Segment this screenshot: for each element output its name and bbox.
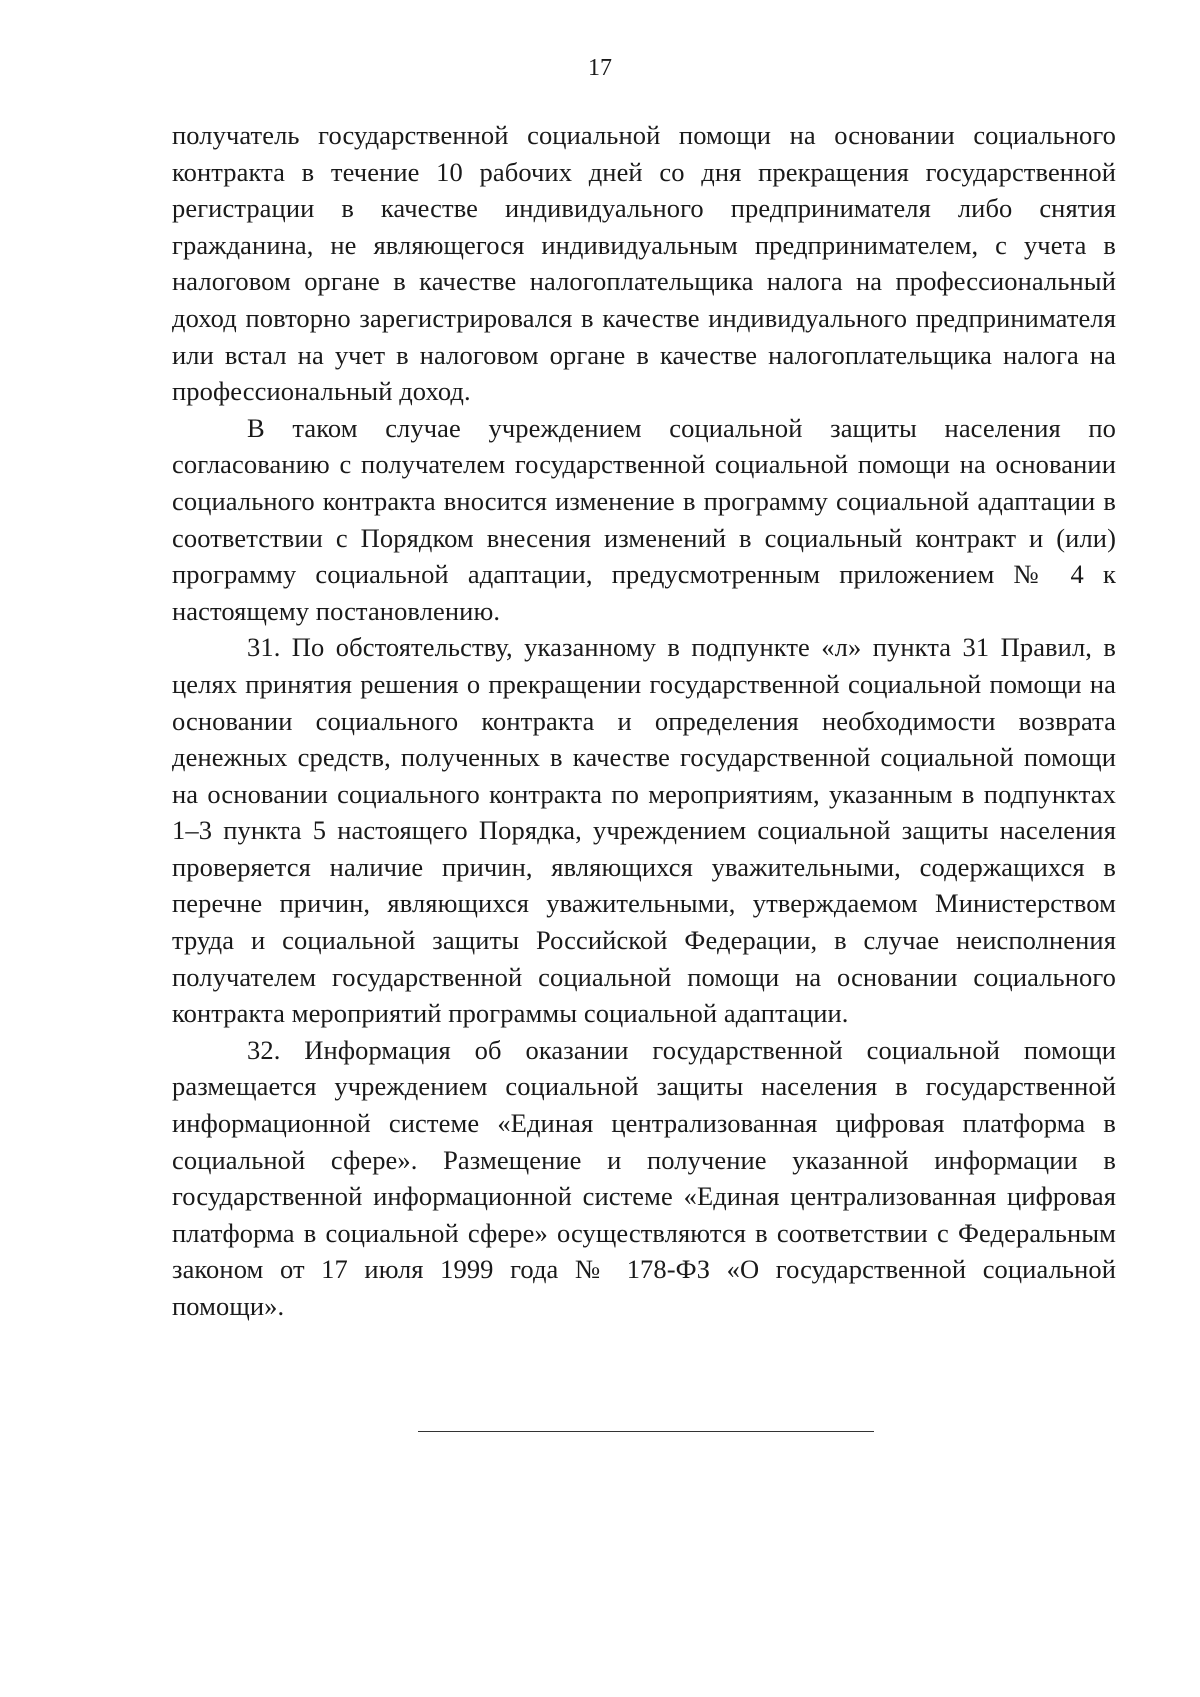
- paragraph-item-31: 31. По обстоятельству, указанному в подпункте «л» пункта 31 Правил, в целях принятия решения о прекращении государственной социальной помощи на основании социального контракта и определения необходимости возврата денежных средств, полученных в качестве государственной социальной помощи на основании социального контракта по мероприятиям, указанным в подпунктах 1–3 пункта 5 настоящего Порядка, учреждением социальной защиты населения проверяется наличие причин, являющихся уважительными, содержащихся в перечне причин, являющихся уважительными, утверждаемом Министерством труда и социальной защиты Российской Федерации, в случае неисполнения получателем государственной социальной помощи на основании социального контракта мероприятий программы социальной адаптации.: [172, 632, 1116, 1029]
- paragraph-program-change: В таком случае учреждением социальной защиты населения по согласованию с получателем государственной социальной помощи на основании социального контракта вносится изменение в программу социальной адаптации в соответствии с Порядком внесения изменений в социальный контракт и (или) программу социальной адаптации, предусмотренным приложением № 4 к настоящему постановлению.: [172, 412, 1116, 626]
- paragraph-continuation: получатель государственной социальной помощи на основании социального контракта в течение 10 рабочих дней со дня прекращения государственной регистрации в качестве индивидуального предпринимателя либо снятия гражданина, не являющегося индивидуальным предпринимателем, с учета в налоговом органе в качестве налогоплательщика налога на профессиональный доход повторно зарегистрировался в качестве индивидуального предпринимателя или встал на учет в налоговом органе в качестве налогоплательщика налога на профессиональный доход.: [172, 120, 1116, 407]
- paragraph-item-32: 32. Информация об оказании государственной социальной помощи размещается учреждением социальной защиты населения в государственной информационной системе «Единая централизованная цифровая платформа в социальной сфере». Размещение и получение указанной информации в государственной информационной системе «Единая централизованная цифровая платформа в социальной сфере» осуществляются в соответствии с Федеральным законом от 17 июля 1999 года № 178-ФЗ «О государственной социальной помощи».: [172, 1034, 1116, 1321]
- page-number: 17: [588, 55, 612, 81]
- document-body: [172, 117, 1116, 1325]
- end-of-document-rule: [418, 1431, 874, 1432]
